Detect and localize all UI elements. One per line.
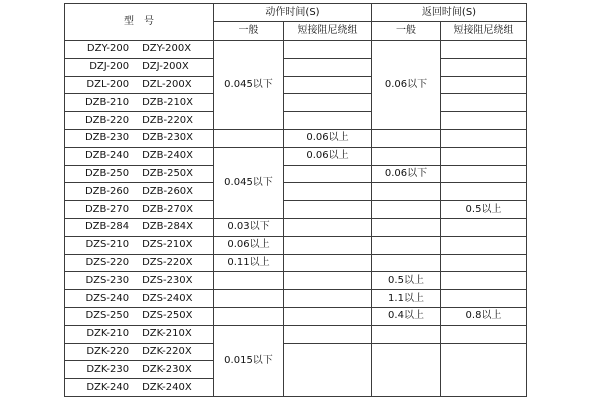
header-return-time: 返回时间(S)	[372, 4, 527, 22]
model-name-x: DZY-200X	[142, 43, 192, 55]
model-cell	[65, 58, 214, 76]
model-name: DZB-230	[84, 132, 130, 144]
model-name-x: DZL-200X	[142, 78, 192, 90]
cell-action-short-damping	[284, 307, 372, 325]
cell-action-general: 0.11以上	[214, 254, 284, 272]
cell-return-general: 0.06以下	[372, 165, 441, 183]
model-name: DZB-270	[84, 203, 130, 215]
cell-action-general: 0.045以下	[214, 147, 284, 218]
table-row	[65, 76, 527, 94]
model-pair	[65, 62, 213, 72]
cell-action-short-damping	[284, 218, 372, 236]
cell-return-short-damping	[441, 41, 527, 59]
cell-action-short-damping	[284, 41, 372, 59]
model-pair	[65, 311, 213, 321]
cell-action-short-damping	[284, 272, 372, 290]
cell-return-general	[372, 201, 441, 219]
table-row	[65, 41, 527, 59]
table-row	[65, 165, 527, 183]
model-cell	[65, 325, 214, 343]
model-pair	[65, 240, 213, 250]
cell-action-short-damping	[284, 76, 372, 94]
model-name: DZS-250	[85, 310, 130, 322]
table-row	[65, 218, 527, 236]
table-row	[65, 254, 527, 272]
cell-return-short-damping	[441, 165, 527, 183]
model-name-x: DZJ-200X	[142, 61, 189, 73]
model-name: DZK-220	[86, 345, 130, 357]
cell-return-short-damping	[441, 94, 527, 112]
model-name: DZJ-200	[89, 61, 130, 73]
model-pair	[65, 169, 213, 179]
model-name: DZS-240	[85, 292, 130, 304]
cell-action-short-damping	[284, 290, 372, 308]
model-name: DZK-240	[86, 381, 130, 393]
cell-return-short-damping	[441, 236, 527, 254]
header-action-short-damping: 短接阻尼绕组	[284, 22, 372, 41]
cell-return-general	[372, 129, 441, 147]
cell-return-short-damping	[441, 183, 527, 201]
header-action-general: 一般	[214, 22, 284, 41]
model-name-x: DZS-220X	[142, 256, 193, 268]
model-pair	[65, 80, 213, 90]
cell-action-short-damping	[284, 183, 372, 201]
cell-return-general: 0.5以上	[372, 272, 441, 290]
model-name: DZS-210	[85, 239, 130, 251]
cell-return-general	[372, 254, 441, 272]
model-name-x: DZS-210X	[142, 239, 193, 251]
model-name-x: DZB-260X	[142, 185, 194, 197]
table-row	[65, 147, 527, 165]
table-row	[65, 325, 527, 343]
model-cell	[65, 147, 214, 165]
model-pair	[65, 44, 213, 54]
model-pair	[65, 276, 213, 286]
table-row	[65, 236, 527, 254]
model-name: DZS-220	[85, 256, 130, 268]
cell-action-general	[214, 290, 284, 308]
cell-action-general	[214, 129, 284, 147]
table-row	[65, 129, 527, 147]
table-row	[65, 307, 527, 325]
model-cell	[65, 183, 214, 201]
model-cell	[65, 272, 214, 290]
model-name-x: DZB-210X	[142, 96, 194, 108]
cell-return-short-damping	[441, 325, 527, 343]
cell-return-short-damping	[441, 76, 527, 94]
model-pair	[65, 365, 213, 375]
model-cell	[65, 236, 214, 254]
model-pair	[65, 205, 213, 215]
cell-return-short-damping	[441, 218, 527, 236]
model-cell	[65, 94, 214, 112]
cell-action-general: 0.03以下	[214, 218, 284, 236]
model-cell	[65, 129, 214, 147]
model-name-x: DZB-240X	[142, 150, 194, 162]
cell-action-general	[214, 307, 284, 325]
model-name: DZB-220	[84, 114, 130, 126]
cell-return-short-damping: 0.8以上	[441, 307, 527, 325]
model-name: DZB-284	[84, 221, 130, 233]
cell-action-short-damping	[284, 165, 372, 183]
model-pair	[65, 294, 213, 304]
model-cell	[65, 201, 214, 219]
cell-return-short-damping	[441, 129, 527, 147]
cell-return-short-damping	[441, 272, 527, 290]
header-action-time: 动作时间(S)	[214, 4, 372, 22]
cell-return-short-damping	[441, 58, 527, 76]
table-row	[65, 290, 527, 308]
header-return-short-damping: 短接阻尼绕组	[441, 22, 527, 41]
cell-action-short-damping	[284, 254, 372, 272]
table-row	[65, 58, 527, 76]
model-name-x: DZB-284X	[142, 221, 194, 233]
model-pair	[65, 347, 213, 357]
cell-return-general	[372, 325, 441, 343]
header-row-1	[65, 4, 527, 22]
model-cell	[65, 218, 214, 236]
cell-return-short-damping: 0.5以上	[441, 201, 527, 219]
model-name-x: DZB-230X	[142, 132, 194, 144]
cell-action-short-damping	[284, 94, 372, 112]
cell-return-general: 0.4以上	[372, 307, 441, 325]
model-cell	[65, 343, 214, 361]
model-pair	[65, 258, 213, 268]
cell-action-short-damping	[284, 325, 372, 343]
cell-return-general	[372, 218, 441, 236]
model-name-x: DZB-270X	[142, 203, 194, 215]
header-return-general: 一般	[372, 22, 441, 41]
cell-action-general: 0.015以下	[214, 325, 284, 396]
cell-return-short-damping	[441, 254, 527, 272]
cell-action-short-damping	[284, 236, 372, 254]
model-pair	[65, 222, 213, 232]
cell-return-general: 1.1以上	[372, 290, 441, 308]
model-cell	[65, 165, 214, 183]
model-name-x: DZK-220X	[142, 345, 192, 357]
model-cell	[65, 379, 214, 397]
model-pair	[65, 151, 213, 161]
cell-return-general	[372, 236, 441, 254]
cell-action-general: 0.045以下	[214, 41, 284, 130]
relay-spec-table	[64, 3, 527, 397]
cell-return-general	[372, 343, 441, 396]
model-name-x: DZS-240X	[142, 292, 193, 304]
cell-return-general	[372, 147, 441, 165]
model-cell	[65, 41, 214, 59]
model-pair	[65, 383, 213, 393]
model-name: DZB-260	[84, 185, 130, 197]
model-cell	[65, 361, 214, 379]
model-name: DZB-210	[84, 96, 130, 108]
model-pair	[65, 329, 213, 339]
cell-return-short-damping	[441, 147, 527, 165]
cell-action-short-damping	[284, 343, 372, 396]
cell-action-short-damping: 0.06以上	[284, 147, 372, 165]
model-name-x: DZS-250X	[142, 310, 193, 322]
model-name: DZK-230	[86, 363, 130, 375]
model-name: DZB-240	[84, 150, 130, 162]
cell-action-short-damping: 0.06以上	[284, 129, 372, 147]
model-name-x: DZK-210X	[142, 328, 192, 340]
table-row	[65, 343, 527, 361]
cell-return-general	[372, 183, 441, 201]
cell-action-short-damping	[284, 201, 372, 219]
cell-action-general: 0.06以上	[214, 236, 284, 254]
model-cell	[65, 254, 214, 272]
cell-return-general: 0.06以下	[372, 41, 441, 130]
model-pair	[65, 187, 213, 197]
model-pair	[65, 98, 213, 108]
model-name: DZY-200	[86, 43, 130, 55]
model-name: DZS-230	[85, 274, 130, 286]
table-row	[65, 201, 527, 219]
table-row	[65, 183, 527, 201]
cell-return-short-damping	[441, 343, 527, 396]
cell-return-short-damping	[441, 290, 527, 308]
model-name-x: DZK-240X	[142, 381, 192, 393]
model-name-x: DZS-230X	[142, 274, 193, 286]
cell-action-general	[214, 272, 284, 290]
model-name: DZK-210	[86, 328, 130, 340]
table-row	[65, 94, 527, 112]
cell-return-short-damping	[441, 112, 527, 130]
model-cell	[65, 112, 214, 130]
model-cell	[65, 307, 214, 325]
header-model: 型 号	[65, 4, 214, 41]
model-name-x: DZB-250X	[142, 167, 194, 179]
model-pair	[65, 133, 213, 143]
model-name-x: DZB-220X	[142, 114, 194, 126]
table-row	[65, 272, 527, 290]
table-row	[65, 112, 527, 130]
model-name-x: DZK-230X	[142, 363, 192, 375]
model-name: DZL-200	[86, 78, 130, 90]
cell-action-short-damping	[284, 58, 372, 76]
cell-action-short-damping	[284, 112, 372, 130]
model-cell	[65, 76, 214, 94]
model-name: DZB-250	[84, 167, 130, 179]
model-cell	[65, 290, 214, 308]
model-pair	[65, 116, 213, 126]
